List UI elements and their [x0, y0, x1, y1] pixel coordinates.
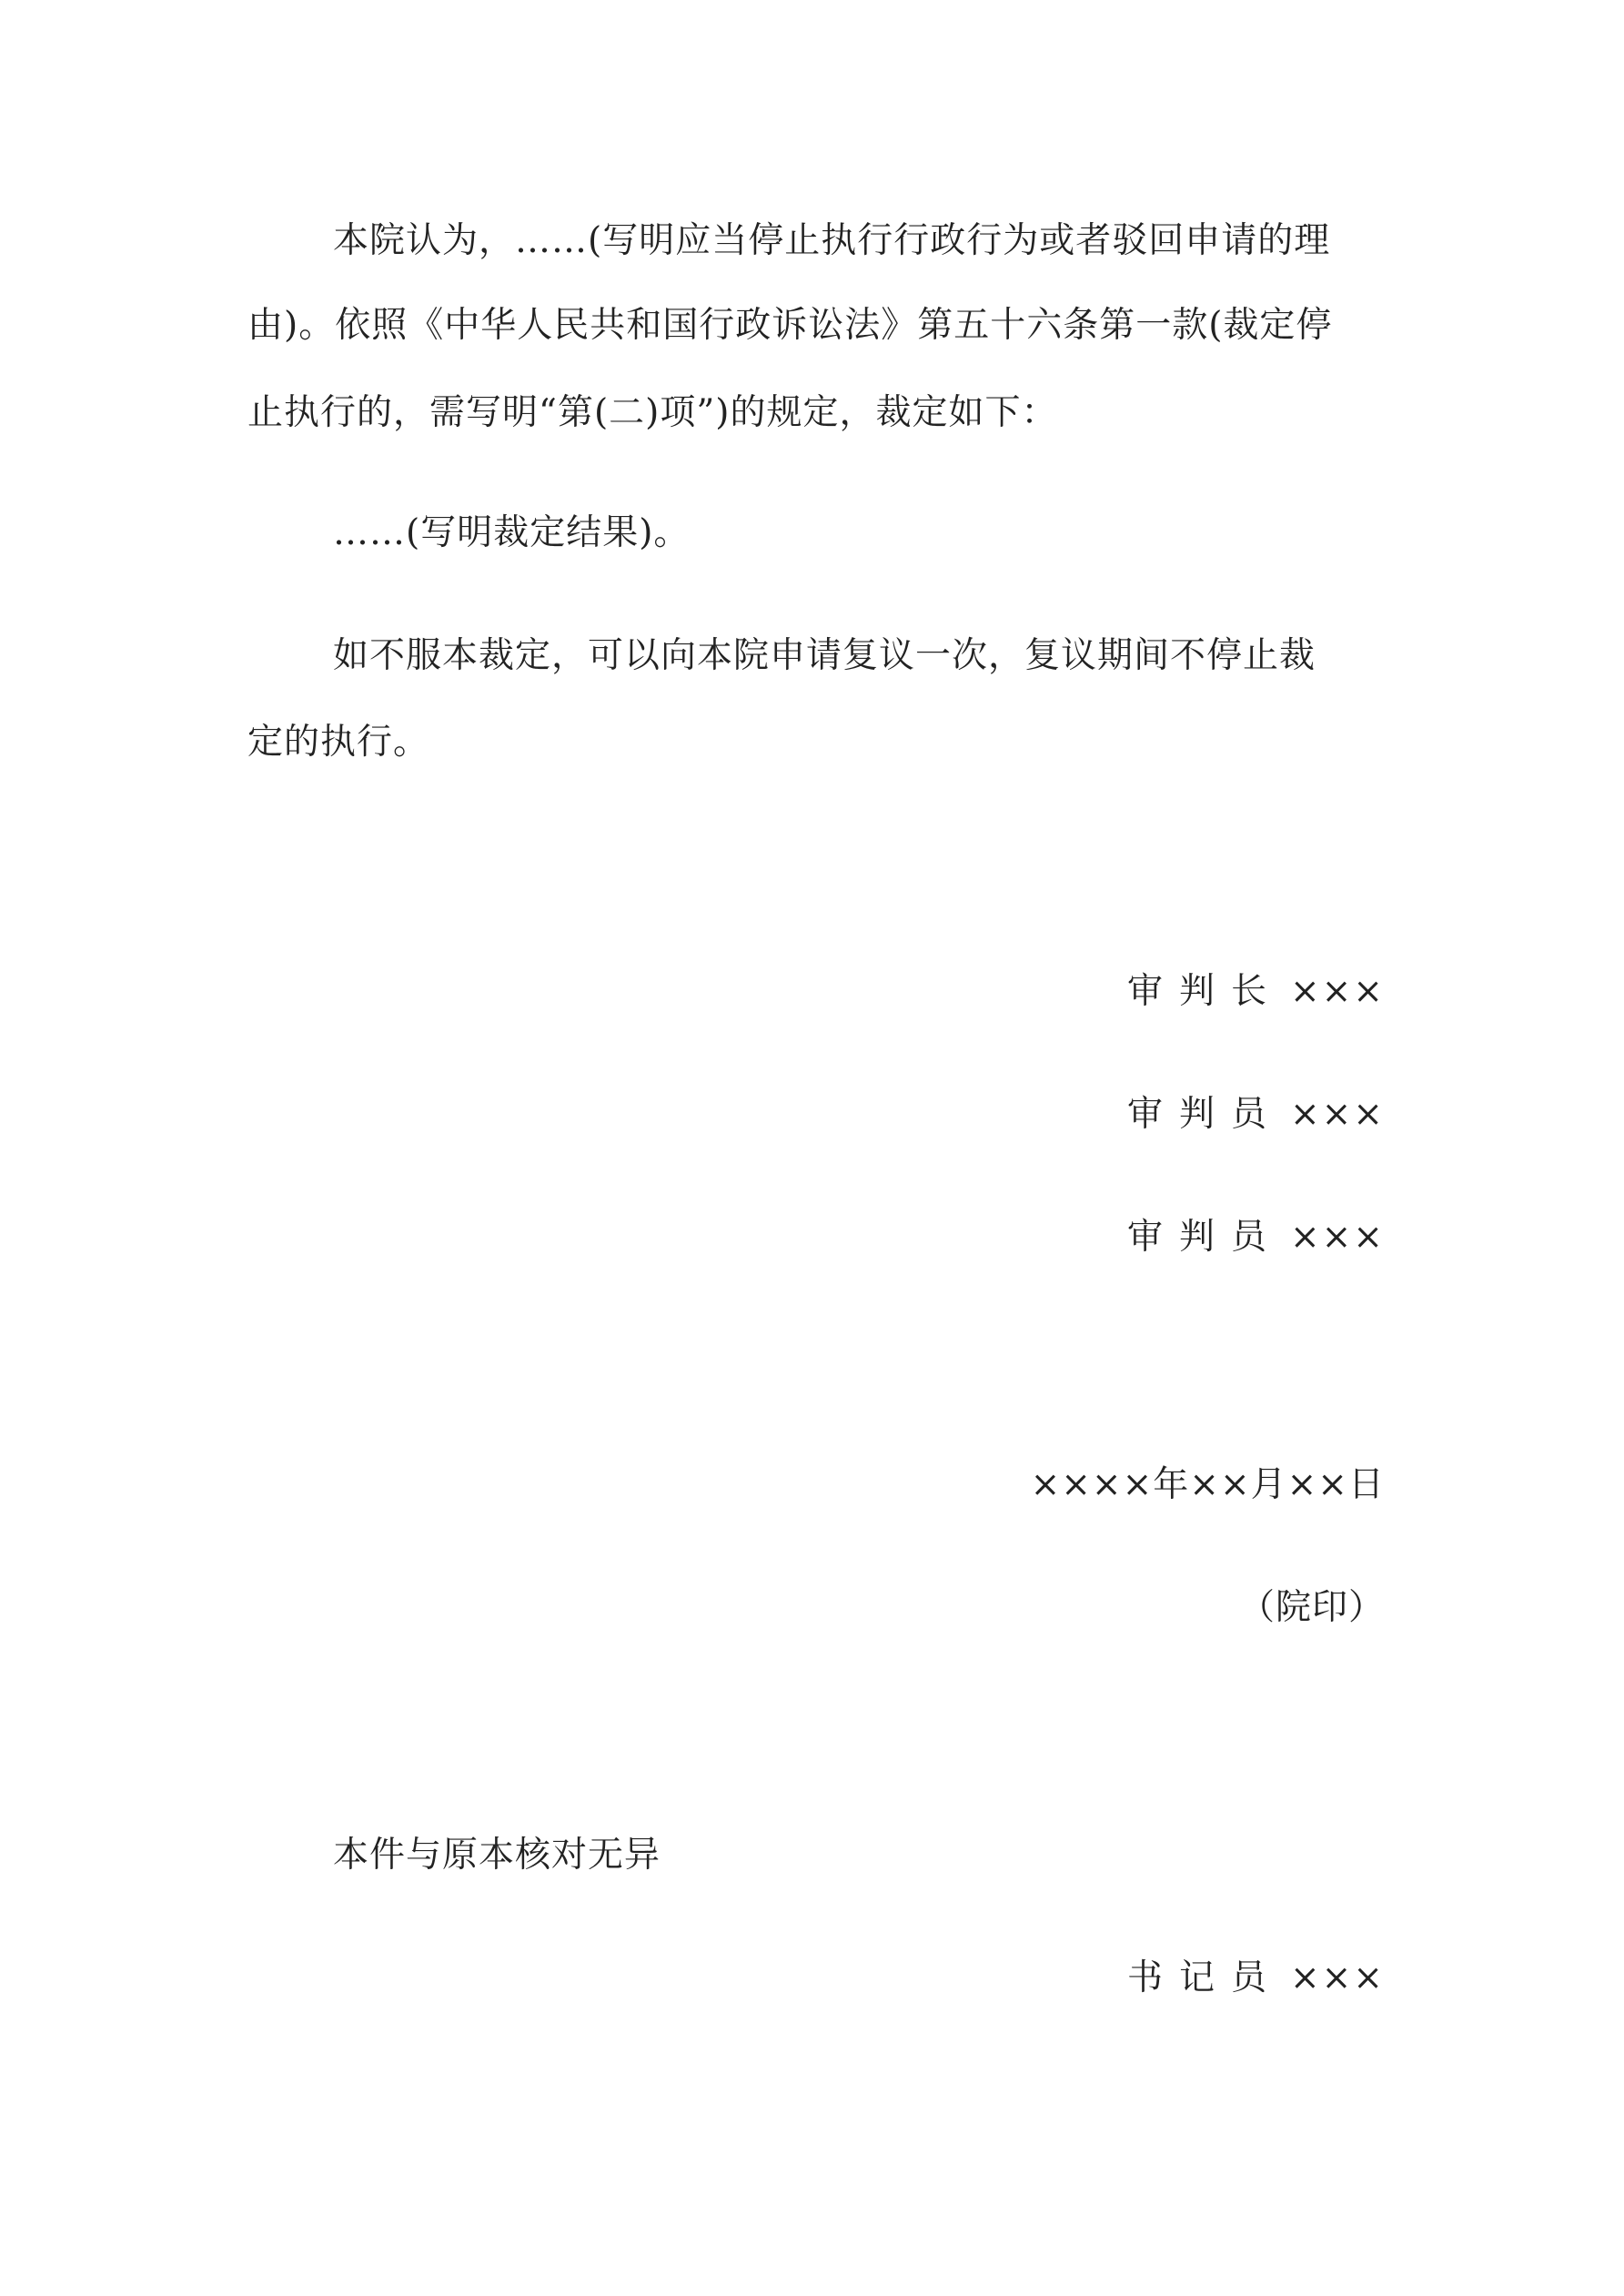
signature-judge-1	[1127, 1093, 1385, 1137]
paragraph-3-line-1: 如不服本裁定，可以向本院申请复议一次，复议期间不停止裁	[333, 635, 1316, 676]
paragraph-1-line-1: 本院认为，……(写明应当停止执行行政行为或者驳回申请的理	[333, 220, 1331, 261]
signature-name: ×××	[1289, 1217, 1385, 1258]
signature-judge-2	[1127, 1216, 1385, 1259]
paragraph-2-line-1: ……(写明裁定结果)。	[333, 512, 691, 553]
signature-presiding-judge	[1127, 970, 1385, 1014]
signature-role: 审判员	[1126, 1094, 1283, 1135]
signature-name: ×××	[1289, 1957, 1385, 1998]
signature-role: 审判长	[1126, 971, 1283, 1012]
paragraph-3-line-2: 定的执行。	[247, 722, 430, 763]
judgment-date: ××××年××月××日	[1030, 1464, 1385, 1505]
signature-clerk	[1127, 1957, 1385, 2000]
signature-name: ×××	[1289, 971, 1385, 1012]
court-seal-note: （院印）	[1238, 1587, 1385, 1628]
signature-name: ×××	[1289, 1094, 1385, 1135]
signature-role: 审判员	[1126, 1217, 1283, 1258]
paragraph-1-line-2: 由)。依照《中华人民共和国行政诉讼法》第五十六条第一款(裁定停	[247, 305, 1333, 346]
paragraph-1-line-3: 止执行的，需写明“第(二)项”)的规定，裁定如下：	[247, 392, 1058, 433]
verification-note: 本件与原本核对无异	[333, 1835, 661, 1876]
signature-role: 书记员	[1126, 1957, 1283, 1998]
